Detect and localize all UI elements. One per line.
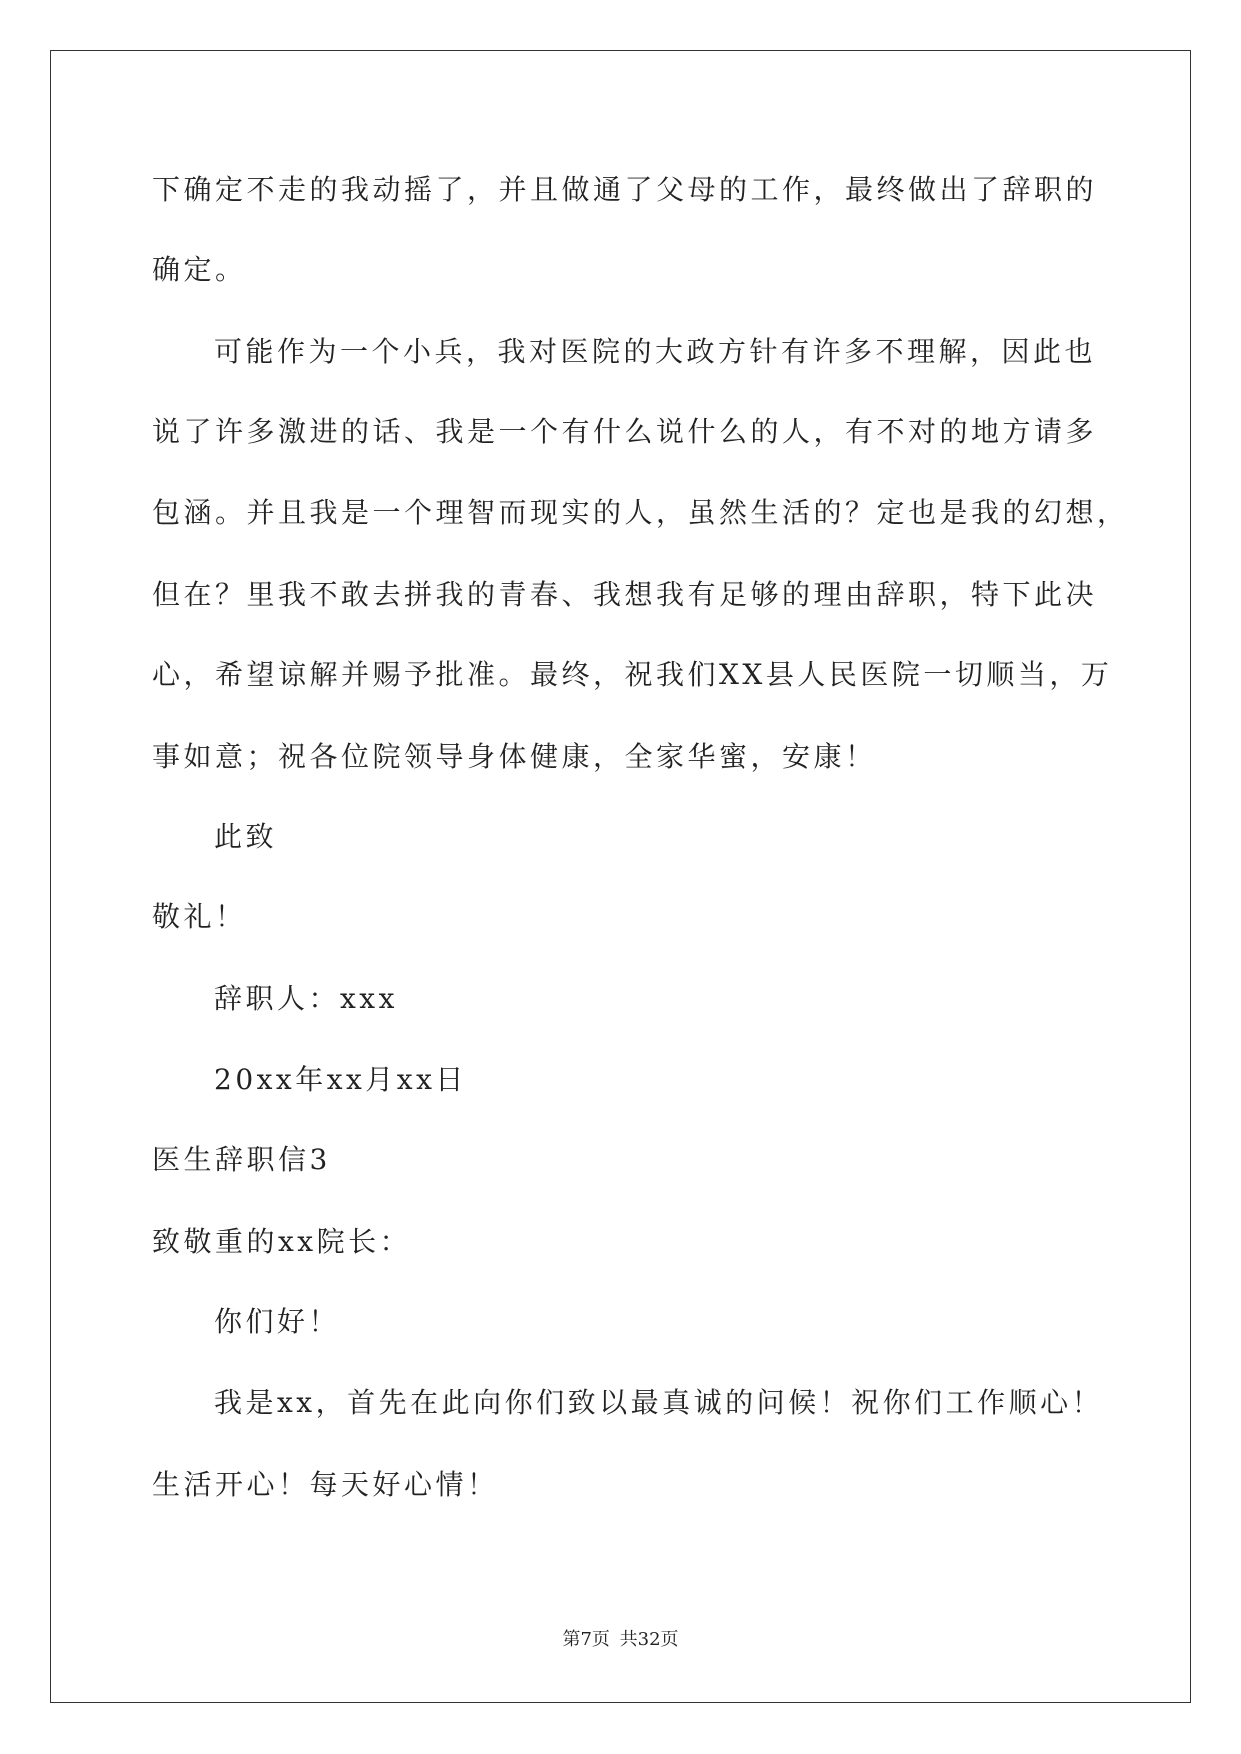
page-number: 第7页 bbox=[562, 1629, 610, 1650]
text-line: 下确定不走的我动摇了，并且做通了父母的工作，最终做出了辞职的 bbox=[152, 173, 1098, 206]
text-line: 我是xx，首先在此向你们致以最真诚的问候！祝你们工作顺心！ bbox=[214, 1386, 1104, 1419]
text-line: 事如意；祝各位院领导身体健康，全家华蜜，安康！ bbox=[152, 740, 877, 773]
signature-line: 辞职人：xxx bbox=[214, 982, 398, 1015]
text-line: 可能作为一个小兵，我对医院的大政方针有许多不理解，因此也 bbox=[214, 335, 1097, 368]
salutation-line: 此致 bbox=[214, 820, 278, 853]
section-title: 医生辞职信3 bbox=[152, 1143, 331, 1176]
greeting-line: 你们好！ bbox=[214, 1305, 341, 1338]
page-total: 共32页 bbox=[619, 1629, 679, 1650]
page-footer bbox=[0, 1625, 1241, 1651]
text-line: 心，希望谅解并赐予批准。最终，祝我们XX县人民医院一切顺当，万 bbox=[152, 658, 1113, 691]
addressee-line: 致敬重的xx院长： bbox=[152, 1225, 412, 1258]
text-line: 说了许多激进的话、我是一个有什么说什么的人，有不对的地方请多 bbox=[152, 415, 1098, 448]
salutation-line: 敬礼！ bbox=[152, 900, 247, 933]
text-line: 确定。 bbox=[152, 253, 247, 286]
page-border bbox=[50, 50, 1191, 1703]
text-line: 包涵。并且我是一个理智而现实的人，虽然生活的？定也是我的幻想， bbox=[152, 496, 1129, 529]
date-line: 20xx年xx月xx日 bbox=[214, 1063, 467, 1096]
text-line: 但在？里我不敢去拼我的青春、我想我有足够的理由辞职，特下此决 bbox=[152, 578, 1098, 611]
text-line: 生活开心！每天好心情！ bbox=[152, 1468, 499, 1501]
